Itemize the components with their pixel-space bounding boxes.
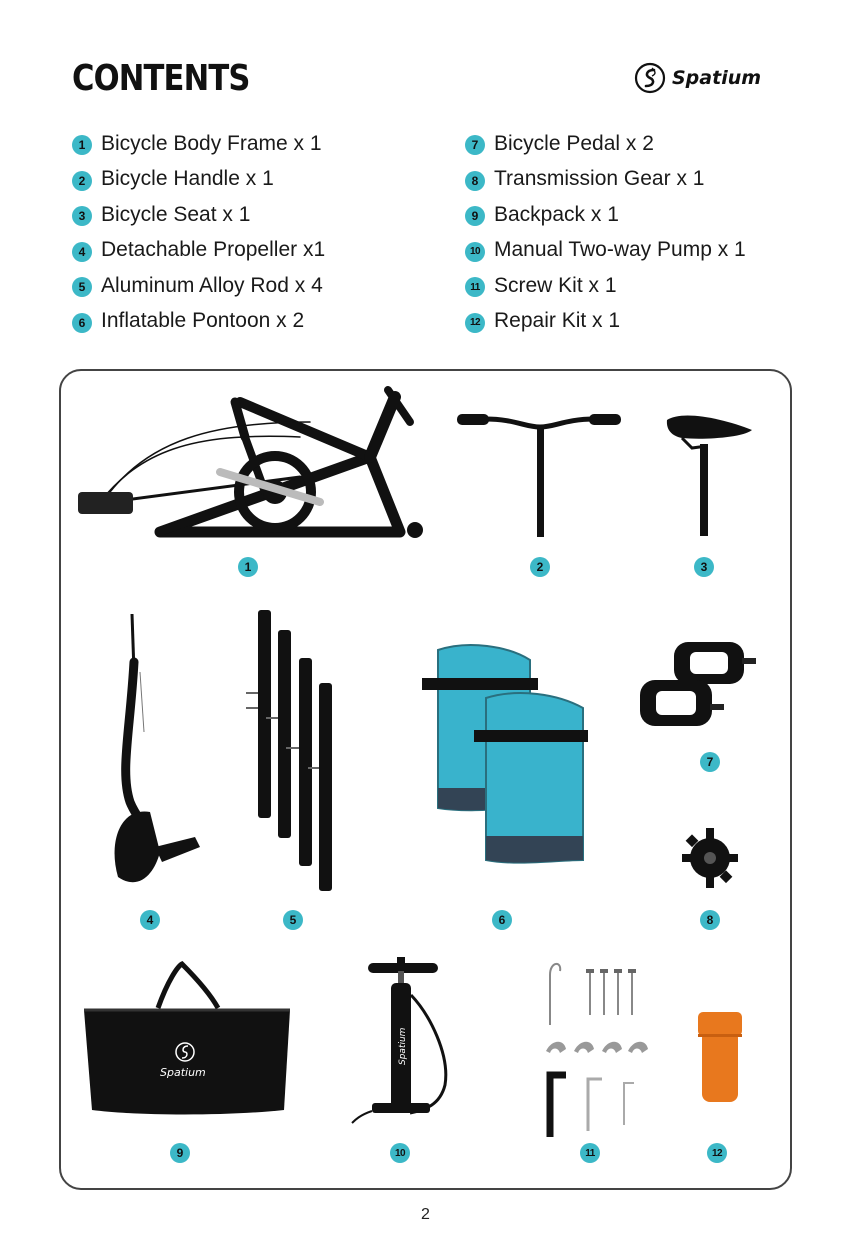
item-label: Aluminum Alloy Rod x 4 — [101, 273, 323, 297]
item-label: Bicycle Pedal x 2 — [494, 131, 654, 155]
item-label: Repair Kit x 1 — [494, 309, 621, 333]
bicycle-seat-icon — [662, 408, 757, 538]
bag-brand-text: Spatium — [160, 1066, 206, 1079]
item-number: 2 — [72, 171, 92, 191]
item-label: Screw Kit x 1 — [494, 273, 617, 297]
pedals-icon — [634, 636, 759, 741]
backpack-icon — [78, 960, 296, 1120]
figure-label: 10 — [390, 1143, 410, 1163]
list-item — [465, 162, 746, 198]
figure-label: 12 — [707, 1143, 727, 1163]
item-number: 11 — [465, 277, 485, 297]
list-item — [465, 268, 746, 304]
item-number: 6 — [72, 313, 92, 333]
item-label: Backpack x 1 — [494, 202, 619, 226]
item-label: Bicycle Seat x 1 — [101, 202, 251, 226]
spatium-logo-icon — [634, 62, 666, 94]
item-label: Detachable Propeller x1 — [101, 238, 326, 262]
figure-label: 4 — [140, 910, 160, 930]
item-number: 10 — [465, 242, 485, 262]
list-item — [72, 162, 325, 198]
repair-kit-icon — [696, 1008, 744, 1106]
item-label: Inflatable Pontoon x 2 — [101, 309, 305, 333]
item-label: Manual Two-way Pump x 1 — [494, 238, 746, 262]
list-item — [72, 268, 325, 304]
brand-name: Spatium — [672, 67, 762, 89]
handlebar-icon — [455, 405, 625, 540]
page-title: CONTENTS — [72, 58, 250, 99]
list-item — [72, 233, 325, 269]
item-number: 9 — [465, 206, 485, 226]
item-label: Transmission Gear x 1 — [494, 167, 705, 191]
figure-label: 6 — [492, 910, 512, 930]
list-item — [465, 304, 746, 340]
contents-list-right — [465, 126, 746, 339]
figure-label: 8 — [700, 910, 720, 930]
list-item — [465, 126, 746, 162]
pump-icon — [350, 955, 460, 1130]
figure-label: 9 — [170, 1143, 190, 1163]
figure-label: 11 — [580, 1143, 600, 1163]
pontoons-icon — [418, 638, 588, 878]
figure-label: 1 — [238, 557, 258, 577]
figure-label: 3 — [694, 557, 714, 577]
item-number: 7 — [465, 135, 485, 155]
item-number: 1 — [72, 135, 92, 155]
list-item — [465, 197, 746, 233]
contents-list-left — [72, 126, 325, 339]
list-item — [465, 233, 746, 269]
item-number: 4 — [72, 242, 92, 262]
bicycle-frame-icon — [70, 382, 430, 552]
alloy-rods-icon — [242, 608, 352, 893]
gear-icon — [680, 824, 740, 894]
figure-label: 5 — [283, 910, 303, 930]
item-number: 8 — [465, 171, 485, 191]
item-number: 3 — [72, 206, 92, 226]
item-label: Bicycle Handle x 1 — [101, 167, 274, 191]
screw-kit-icon — [538, 955, 648, 1140]
item-label: Bicycle Body Frame x 1 — [101, 131, 322, 155]
item-number: 5 — [72, 277, 92, 297]
brand-logo — [634, 62, 761, 94]
item-number: 12 — [465, 313, 485, 333]
pump-brand-text: Spatium — [398, 1027, 408, 1065]
list-item — [72, 126, 325, 162]
propeller-icon — [100, 612, 210, 892]
page-number: 2 — [421, 1206, 430, 1223]
list-item — [72, 197, 325, 233]
figure-label: 2 — [530, 557, 550, 577]
list-item — [72, 304, 325, 340]
figure-label: 7 — [700, 752, 720, 772]
